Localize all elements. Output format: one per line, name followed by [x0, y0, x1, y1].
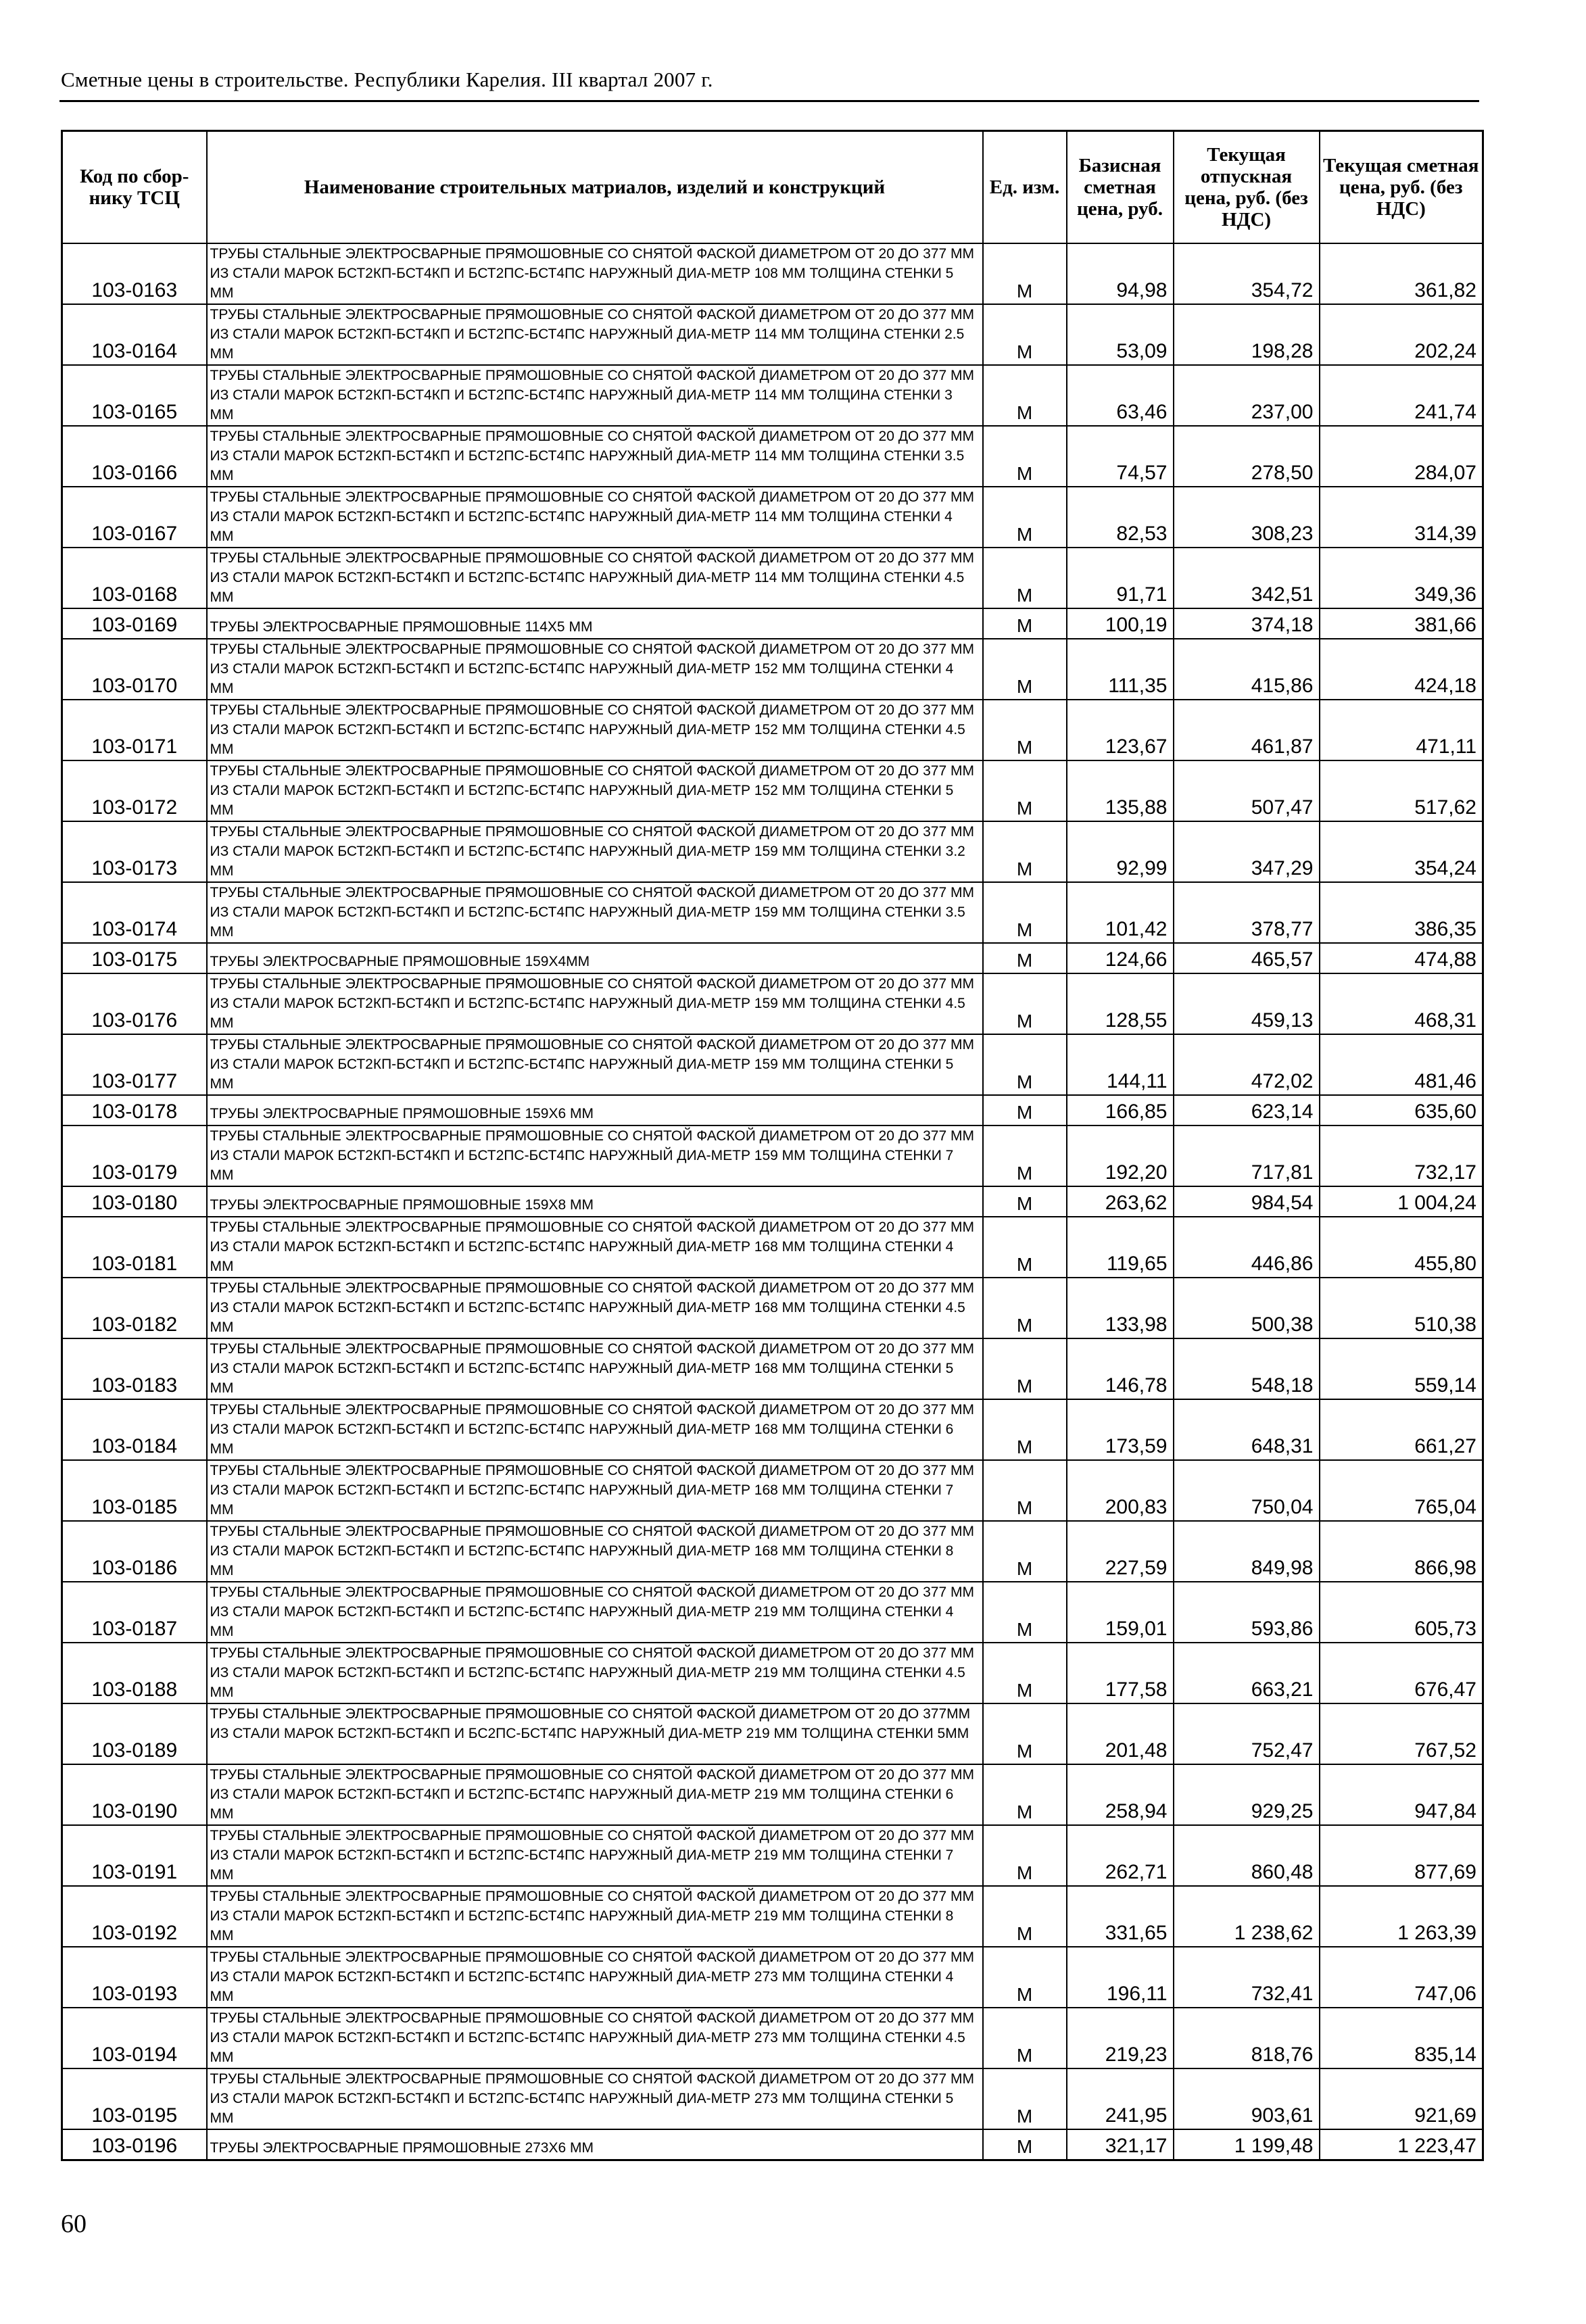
code-cell: 103-0174: [62, 882, 207, 943]
release-price-cell: 648,31: [1174, 1399, 1320, 1460]
table-row: [62, 2008, 1483, 2068]
estimate-price-cell: 765,04: [1320, 1460, 1483, 1521]
estimate-price-cell: 732,17: [1320, 1125, 1483, 1186]
release-price-cell: 860,48: [1174, 1825, 1320, 1886]
name-cell: ТРУБЫ СТАЛЬНЫЕ ЭЛЕКТРОСВАРНЫЕ ПРЯМОШОВНЫЕ СО СНЯТОЙ ФАСКОЙ ДИАМЕТРОМ ОТ 20 ДО 377 ММ ИЗ СТАЛИ МАРОК БСТ2КП-БСТ4КП И БСТ2ПС-БСТ4ПС НАРУЖНЫЙ ДИА-МЕТР 168 ММ ТОЛЩИНА СТЕНКИ 6 ММ: [207, 1399, 983, 1460]
table-row: [62, 760, 1483, 821]
table-row: [62, 1643, 1483, 1703]
release-price-cell: 732,41: [1174, 1947, 1320, 2008]
table-row: [62, 821, 1483, 882]
unit-cell: М: [983, 2068, 1067, 2129]
code-cell: 103-0180: [62, 1186, 207, 1217]
release-price-cell: 459,13: [1174, 973, 1320, 1034]
name-cell: ТРУБЫ СТАЛЬНЫЕ ЭЛЕКТРОСВАРНЫЕ ПРЯМОШОВНЫЕ СО СНЯТОЙ ФАСКОЙ ДИАМЕТРОМ ОТ 20 ДО 377 ММ ИЗ СТАЛИ МАРОК БСТ2КП-БСТ4КП И БСТ2ПС-БСТ4ПС НАРУЖНЫЙ ДИА-МЕТР 273 ММ ТОЛЩИНА СТЕНКИ 5 ММ: [207, 2068, 983, 2129]
estimate-price-cell: 468,31: [1320, 973, 1483, 1034]
unit-cell: М: [983, 608, 1067, 639]
release-price-cell: 593,86: [1174, 1582, 1320, 1643]
estimate-price-cell: 921,69: [1320, 2068, 1483, 2129]
code-cell: 103-0192: [62, 1886, 207, 1947]
release-price-cell: 308,23: [1174, 487, 1320, 548]
unit-cell: М: [983, 304, 1067, 365]
name-cell: ТРУБЫ ЭЛЕКТРОСВАРНЫЕ ПРЯМОШОВНЫЕ 159Х4ММ: [207, 943, 983, 973]
estimate-price-cell: 1 223,47: [1320, 2129, 1483, 2160]
unit-cell: М: [983, 426, 1067, 487]
base-price-cell: 321,17: [1067, 2129, 1174, 2160]
table-row: [62, 548, 1483, 608]
unit-cell: М: [983, 1034, 1067, 1095]
release-price-cell: 507,47: [1174, 760, 1320, 821]
release-price-cell: 750,04: [1174, 1460, 1320, 1521]
table-row: [62, 2129, 1483, 2160]
base-price-cell: 92,99: [1067, 821, 1174, 882]
name-cell: ТРУБЫ СТАЛЬНЫЕ ЭЛЕКТРОСВАРНЫЕ ПРЯМОШОВНЫЕ СО СНЯТОЙ ФАСКОЙ ДИАМЕТРОМ ОТ 20 ДО 377 ММ ИЗ СТАЛИ МАРОК БСТ2КП-БСТ4КП И БСТ2ПС-БСТ4ПС НАРУЖНЫЙ ДИА-МЕТР 219 ММ ТОЛЩИНА СТЕНКИ 6 ММ: [207, 1764, 983, 1825]
estimate-price-cell: 510,38: [1320, 1278, 1483, 1338]
name-cell: ТРУБЫ СТАЛЬНЫЕ ЭЛЕКТРОСВАРНЫЕ ПРЯМОШОВНЫЕ СО СНЯТОЙ ФАСКОЙ ДИАМЕТРОМ ОТ 20 ДО 377 ММ ИЗ СТАЛИ МАРОК БСТ2КП-БСТ4КП И БСТ2ПС-БСТ4ПС НАРУЖНЫЙ ДИА-МЕТР 108 ММ ТОЛЩИНА СТЕНКИ 5 ММ: [207, 243, 983, 304]
base-price-cell: 74,57: [1067, 426, 1174, 487]
estimate-price-cell: 517,62: [1320, 760, 1483, 821]
name-cell: ТРУБЫ ЭЛЕКТРОСВАРНЫЕ ПРЯМОШОВНЫЕ 114Х5 ММ: [207, 608, 983, 639]
name-cell: ТРУБЫ СТАЛЬНЫЕ ЭЛЕКТРОСВАРНЫЕ ПРЯМОШОВНЫЕ СО СНЯТОЙ ФАСКОЙ ДИАМЕТРОМ ОТ 20 ДО 377 ММ ИЗ СТАЛИ МАРОК БСТ2КП-БСТ4КП И БСТ2ПС-БСТ4ПС НАРУЖНЫЙ ДИА-МЕТР 168 ММ ТОЛЩИНА СТЕНКИ 7 ММ: [207, 1460, 983, 1521]
code-cell: 103-0187: [62, 1582, 207, 1643]
name-cell: ТРУБЫ СТАЛЬНЫЕ ЭЛЕКТРОСВАРНЫЕ ПРЯМОШОВНЫЕ СО СНЯТОЙ ФАСКОЙ ДИАМЕТРОМ ОТ 20 ДО 377ММ ИЗ СТАЛИ МАРОК БСТ2КП-БСТ4КП И БС2ПС-БСТ4ПС НАРУЖНЫЙ ДИА-МЕТР 219 ММ ТОЛЩИНА СТЕНКИ 5ММ: [207, 1703, 983, 1764]
name-cell: ТРУБЫ СТАЛЬНЫЕ ЭЛЕКТРОСВАРНЫЕ ПРЯМОШОВНЫЕ СО СНЯТОЙ ФАСКОЙ ДИАМЕТРОМ ОТ 20 ДО 377 ММ ИЗ СТАЛИ МАРОК БСТ2КП-БСТ4КП И БСТ2ПС-БСТ4ПС НАРУЖНЫЙ ДИА-МЕТР 168 ММ ТОЛЩИНА СТЕНКИ 4.5 ММ: [207, 1278, 983, 1338]
base-price-cell: 128,55: [1067, 973, 1174, 1034]
base-price-cell: 133,98: [1067, 1278, 1174, 1338]
base-price-cell: 91,71: [1067, 548, 1174, 608]
code-cell: 103-0194: [62, 2008, 207, 2068]
code-cell: 103-0179: [62, 1125, 207, 1186]
table-row: [62, 1278, 1483, 1338]
estimate-price-cell: 354,24: [1320, 821, 1483, 882]
unit-cell: М: [983, 882, 1067, 943]
estimate-price-cell: 605,73: [1320, 1582, 1483, 1643]
unit-cell: М: [983, 1825, 1067, 1886]
release-price-cell: 903,61: [1174, 2068, 1320, 2129]
release-price-cell: 663,21: [1174, 1643, 1320, 1703]
base-price-cell: 173,59: [1067, 1399, 1174, 1460]
unit-cell: М: [983, 1186, 1067, 1217]
name-cell: ТРУБЫ СТАЛЬНЫЕ ЭЛЕКТРОСВАРНЫЕ ПРЯМОШОВНЫЕ СО СНЯТОЙ ФАСКОЙ ДИАМЕТРОМ ОТ 20 ДО 377 ММ ИЗ СТАЛИ МАРОК БСТ2КП-БСТ4КП И БСТ2ПС-БСТ4ПС НАРУЖНЫЙ ДИА-МЕТР 168 ММ ТОЛЩИНА СТЕНКИ 8 ММ: [207, 1521, 983, 1582]
release-price-cell: 278,50: [1174, 426, 1320, 487]
code-cell: 103-0189: [62, 1703, 207, 1764]
name-cell: ТРУБЫ СТАЛЬНЫЕ ЭЛЕКТРОСВАРНЫЕ ПРЯМОШОВНЫЕ СО СНЯТОЙ ФАСКОЙ ДИАМЕТРОМ ОТ 20 ДО 377 ММ ИЗ СТАЛИ МАРОК БСТ2КП-БСТ4КП И БСТ2ПС-БСТ4ПС НАРУЖНЫЙ ДИА-МЕТР 219 ММ ТОЛЩИНА СТЕНКИ 4.5 ММ: [207, 1643, 983, 1703]
code-cell: 103-0166: [62, 426, 207, 487]
release-price-cell: 461,87: [1174, 700, 1320, 760]
base-price-cell: 82,53: [1067, 487, 1174, 548]
release-price-cell: 465,57: [1174, 943, 1320, 973]
estimate-price-cell: 349,36: [1320, 548, 1483, 608]
code-cell: 103-0181: [62, 1217, 207, 1278]
code-cell: 103-0170: [62, 639, 207, 700]
unit-cell: М: [983, 365, 1067, 426]
base-price-cell: 100,19: [1067, 608, 1174, 639]
release-price-cell: 342,51: [1174, 548, 1320, 608]
release-price-cell: 984,54: [1174, 1186, 1320, 1217]
base-price-cell: 53,09: [1067, 304, 1174, 365]
name-cell: ТРУБЫ СТАЛЬНЫЕ ЭЛЕКТРОСВАРНЫЕ ПРЯМОШОВНЫЕ СО СНЯТОЙ ФАСКОЙ ДИАМЕТРОМ ОТ 20 ДО 377 ММ ИЗ СТАЛИ МАРОК БСТ2КП-БСТ4КП И БСТ2ПС-БСТ4ПС НАРУЖНЫЙ ДИА-МЕТР 159 ММ ТОЛЩИНА СТЕНКИ 4.5 ММ: [207, 973, 983, 1034]
estimate-price-cell: 877,69: [1320, 1825, 1483, 1886]
estimate-price-cell: 381,66: [1320, 608, 1483, 639]
code-cell: 103-0175: [62, 943, 207, 973]
page-header: Сметные цены в строительстве. Республики Карелия. III квартал 2007 г.: [61, 68, 713, 91]
estimate-price-cell: 202,24: [1320, 304, 1483, 365]
base-price-cell: 177,58: [1067, 1643, 1174, 1703]
name-cell: ТРУБЫ СТАЛЬНЫЕ ЭЛЕКТРОСВАРНЫЕ ПРЯМОШОВНЫЕ СО СНЯТОЙ ФАСКОЙ ДИАМЕТРОМ ОТ 20 ДО 377 ММ ИЗ СТАЛИ МАРОК БСТ2КП-БСТ4КП И БСТ2ПС-БСТ4ПС НАРУЖНЫЙ ДИА-МЕТР 152 ММ ТОЛЩИНА СТЕНКИ 5 ММ: [207, 760, 983, 821]
table-row: [62, 2068, 1483, 2129]
estimate-price-cell: 661,27: [1320, 1399, 1483, 1460]
code-cell: 103-0183: [62, 1338, 207, 1399]
unit-cell: М: [983, 487, 1067, 548]
unit-cell: М: [983, 1399, 1067, 1460]
name-cell: ТРУБЫ СТАЛЬНЫЕ ЭЛЕКТРОСВАРНЫЕ ПРЯМОШОВНЫЕ СО СНЯТОЙ ФАСКОЙ ДИАМЕТРОМ ОТ 20 ДО 377 ММ ИЗ СТАЛИ МАРОК БСТ2КП-БСТ4КП И БСТ2ПС-БСТ4ПС НАРУЖНЫЙ ДИА-МЕТР 168 ММ ТОЛЩИНА СТЕНКИ 5 ММ: [207, 1338, 983, 1399]
table-row: [62, 943, 1483, 973]
table-row: [62, 1582, 1483, 1643]
base-price-cell: 331,65: [1067, 1886, 1174, 1947]
unit-cell: М: [983, 760, 1067, 821]
code-cell: 103-0182: [62, 1278, 207, 1338]
table-row: [62, 1399, 1483, 1460]
table-row: [62, 639, 1483, 700]
base-price-cell: 159,01: [1067, 1582, 1174, 1643]
code-cell: 103-0167: [62, 487, 207, 548]
estimate-price-cell: 559,14: [1320, 1338, 1483, 1399]
header-name: Наименование строительных матриалов, изделий и конструкций: [207, 131, 983, 244]
name-cell: ТРУБЫ СТАЛЬНЫЕ ЭЛЕКТРОСВАРНЫЕ ПРЯМОШОВНЫЕ СО СНЯТОЙ ФАСКОЙ ДИАМЕТРОМ ОТ 20 ДО 377 ММ ИЗ СТАЛИ МАРОК БСТ2КП-БСТ4КП И БСТ2ПС-БСТ4ПС НАРУЖНЫЙ ДИА-МЕТР 114 ММ ТОЛЩИНА СТЕНКИ 2.5 ММ: [207, 304, 983, 365]
base-price-cell: 146,78: [1067, 1338, 1174, 1399]
estimate-price-cell: 284,07: [1320, 426, 1483, 487]
release-price-cell: 929,25: [1174, 1764, 1320, 1825]
name-cell: ТРУБЫ ЭЛЕКТРОСВАРНЫЕ ПРЯМОШОВНЫЕ 159Х6 ММ: [207, 1095, 983, 1125]
base-price-cell: 201,48: [1067, 1703, 1174, 1764]
base-price-cell: 123,67: [1067, 700, 1174, 760]
release-price-cell: 347,29: [1174, 821, 1320, 882]
unit-cell: М: [983, 1947, 1067, 2008]
code-cell: 103-0193: [62, 1947, 207, 2008]
code-cell: 103-0164: [62, 304, 207, 365]
estimate-price-cell: 835,14: [1320, 2008, 1483, 2068]
base-price-cell: 192,20: [1067, 1125, 1174, 1186]
estimate-price-cell: 1 263,39: [1320, 1886, 1483, 1947]
code-cell: 103-0176: [62, 973, 207, 1034]
code-cell: 103-0191: [62, 1825, 207, 1886]
name-cell: ТРУБЫ СТАЛЬНЫЕ ЭЛЕКТРОСВАРНЫЕ ПРЯМОШОВНЫЕ СО СНЯТОЙ ФАСКОЙ ДИАМЕТРОМ ОТ 20 ДО 377 ММ ИЗ СТАЛИ МАРОК БСТ2КП-БСТ4КП И БСТ2ПС-БСТ4ПС НАРУЖНЫЙ ДИА-МЕТР 159 ММ ТОЛЩИНА СТЕНКИ 5 ММ: [207, 1034, 983, 1095]
code-cell: 103-0165: [62, 365, 207, 426]
code-cell: 103-0163: [62, 243, 207, 304]
header-release-price: Текущая отпускная цена, руб. (без НДС): [1174, 131, 1320, 244]
code-cell: 103-0178: [62, 1095, 207, 1125]
table-row: [62, 608, 1483, 639]
name-cell: ТРУБЫ СТАЛЬНЫЕ ЭЛЕКТРОСВАРНЫЕ ПРЯМОШОВНЫЕ СО СНЯТОЙ ФАСКОЙ ДИАМЕТРОМ ОТ 20 ДО 377 ММ ИЗ СТАЛИ МАРОК БСТ2КП-БСТ4КП И БСТ2ПС-БСТ4ПС НАРУЖНЫЙ ДИА-МЕТР 219 ММ ТОЛЩИНА СТЕНКИ 7 ММ: [207, 1825, 983, 1886]
table-body: [62, 243, 1483, 2160]
estimate-price-cell: 361,82: [1320, 243, 1483, 304]
unit-cell: М: [983, 1217, 1067, 1278]
release-price-cell: 374,18: [1174, 608, 1320, 639]
name-cell: ТРУБЫ ЭЛЕКТРОСВАРНЫЕ ПРЯМОШОВНЫЕ 159Х8 ММ: [207, 1186, 983, 1217]
code-cell: 103-0171: [62, 700, 207, 760]
base-price-cell: 63,46: [1067, 365, 1174, 426]
release-price-cell: 548,18: [1174, 1338, 1320, 1399]
unit-cell: М: [983, 1643, 1067, 1703]
estimate-price-cell: 481,46: [1320, 1034, 1483, 1095]
release-price-cell: 378,77: [1174, 882, 1320, 943]
name-cell: ТРУБЫ СТАЛЬНЫЕ ЭЛЕКТРОСВАРНЫЕ ПРЯМОШОВНЫЕ СО СНЯТОЙ ФАСКОЙ ДИАМЕТРОМ ОТ 20 ДО 377 ММ ИЗ СТАЛИ МАРОК БСТ2КП-БСТ4КП И БСТ2ПС-БСТ4ПС НАРУЖНЫЙ ДИА-МЕТР 114 ММ ТОЛЩИНА СТЕНКИ 3.5 ММ: [207, 426, 983, 487]
code-cell: 103-0184: [62, 1399, 207, 1460]
name-cell: ТРУБЫ СТАЛЬНЫЕ ЭЛЕКТРОСВАРНЫЕ ПРЯМОШОВНЫЕ СО СНЯТОЙ ФАСКОЙ ДИАМЕТРОМ ОТ 20 ДО 377 ММ ИЗ СТАЛИ МАРОК БСТ2КП-БСТ4КП И БСТ2ПС-БСТ4ПС НАРУЖНЫЙ ДИА-МЕТР 159 ММ ТОЛЩИНА СТЕНКИ 7 ММ: [207, 1125, 983, 1186]
name-cell: ТРУБЫ СТАЛЬНЫЕ ЭЛЕКТРОСВАРНЫЕ ПРЯМОШОВНЫЕ СО СНЯТОЙ ФАСКОЙ ДИАМЕТРОМ ОТ 20 ДО 377 ММ ИЗ СТАЛИ МАРОК БСТ2КП-БСТ4КП И БСТ2ПС-БСТ4ПС НАРУЖНЫЙ ДИА-МЕТР 114 ММ ТОЛЩИНА СТЕНКИ 4.5 ММ: [207, 548, 983, 608]
code-cell: 103-0185: [62, 1460, 207, 1521]
table-row: [62, 426, 1483, 487]
unit-cell: М: [983, 1338, 1067, 1399]
base-price-cell: 262,71: [1067, 1825, 1174, 1886]
unit-cell: М: [983, 548, 1067, 608]
table-row: [62, 243, 1483, 304]
unit-cell: М: [983, 1460, 1067, 1521]
table-row: [62, 1886, 1483, 1947]
code-cell: 103-0188: [62, 1643, 207, 1703]
release-price-cell: 446,86: [1174, 1217, 1320, 1278]
base-price-cell: 200,83: [1067, 1460, 1174, 1521]
code-cell: 103-0173: [62, 821, 207, 882]
table-row: [62, 1703, 1483, 1764]
name-cell: ТРУБЫ СТАЛЬНЫЕ ЭЛЕКТРОСВАРНЫЕ ПРЯМОШОВНЫЕ СО СНЯТОЙ ФАСКОЙ ДИАМЕТРОМ ОТ 20 ДО 377 ММ ИЗ СТАЛИ МАРОК БСТ2КП-БСТ4КП И БСТ2ПС-БСТ4ПС НАРУЖНЫЙ ДИА-МЕТР 159 ММ ТОЛЩИНА СТЕНКИ 3.5 ММ: [207, 882, 983, 943]
table-row: [62, 1034, 1483, 1095]
name-cell: ТРУБЫ СТАЛЬНЫЕ ЭЛЕКТРОСВАРНЫЕ ПРЯМОШОВНЫЕ СО СНЯТОЙ ФАСКОЙ ДИАМЕТРОМ ОТ 20 ДО 377 ММ ИЗ СТАЛИ МАРОК БСТ2КП-БСТ4КП И БСТ2ПС-БСТ4ПС НАРУЖНЫЙ ДИА-МЕТР 159 ММ ТОЛЩИНА СТЕНКИ 3.2 ММ: [207, 821, 983, 882]
unit-cell: М: [983, 1703, 1067, 1764]
price-table: [61, 130, 1484, 2161]
code-cell: 103-0190: [62, 1764, 207, 1825]
base-price-cell: 227,59: [1067, 1521, 1174, 1582]
base-price-cell: 119,65: [1067, 1217, 1174, 1278]
estimate-price-cell: 676,47: [1320, 1643, 1483, 1703]
name-cell: ТРУБЫ ЭЛЕКТРОСВАРНЫЕ ПРЯМОШОВНЫЕ 273Х6 ММ: [207, 2129, 983, 2160]
estimate-price-cell: 947,84: [1320, 1764, 1483, 1825]
code-cell: 103-0172: [62, 760, 207, 821]
estimate-price-cell: 635,60: [1320, 1095, 1483, 1125]
table-row: [62, 1217, 1483, 1278]
base-price-cell: 241,95: [1067, 2068, 1174, 2129]
table-row: [62, 1338, 1483, 1399]
table-header-row: [62, 131, 1483, 244]
code-cell: 103-0168: [62, 548, 207, 608]
base-price-cell: 258,94: [1067, 1764, 1174, 1825]
name-cell: ТРУБЫ СТАЛЬНЫЕ ЭЛЕКТРОСВАРНЫЕ ПРЯМОШОВНЫЕ СО СНЯТОЙ ФАСКОЙ ДИАМЕТРОМ ОТ 20 ДО 377 ММ ИЗ СТАЛИ МАРОК БСТ2КП-БСТ4КП И БСТ2ПС-БСТ4ПС НАРУЖНЫЙ ДИА-МЕТР 152 ММ ТОЛЩИНА СТЕНКИ 4 ММ: [207, 639, 983, 700]
estimate-price-cell: 471,11: [1320, 700, 1483, 760]
release-price-cell: 849,98: [1174, 1521, 1320, 1582]
unit-cell: М: [983, 821, 1067, 882]
release-price-cell: 717,81: [1174, 1125, 1320, 1186]
name-cell: ТРУБЫ СТАЛЬНЫЕ ЭЛЕКТРОСВАРНЫЕ ПРЯМОШОВНЫЕ СО СНЯТОЙ ФАСКОЙ ДИАМЕТРОМ ОТ 20 ДО 377 ММ ИЗ СТАЛИ МАРОК БСТ2КП-БСТ4КП И БСТ2ПС-БСТ4ПС НАРУЖНЫЙ ДИА-МЕТР 152 ММ ТОЛЩИНА СТЕНКИ 4.5 ММ: [207, 700, 983, 760]
unit-cell: М: [983, 243, 1067, 304]
estimate-price-cell: 241,74: [1320, 365, 1483, 426]
unit-cell: М: [983, 973, 1067, 1034]
table-row: [62, 1186, 1483, 1217]
base-price-cell: 263,62: [1067, 1186, 1174, 1217]
code-cell: 103-0186: [62, 1521, 207, 1582]
header-code: Код по сбор-нику ТСЦ: [62, 131, 207, 244]
table-row: [62, 304, 1483, 365]
release-price-cell: 415,86: [1174, 639, 1320, 700]
base-price-cell: 166,85: [1067, 1095, 1174, 1125]
estimate-price-cell: 386,35: [1320, 882, 1483, 943]
release-price-cell: 1 238,62: [1174, 1886, 1320, 1947]
base-price-cell: 196,11: [1067, 1947, 1174, 2008]
unit-cell: М: [983, 1521, 1067, 1582]
release-price-cell: 354,72: [1174, 243, 1320, 304]
name-cell: ТРУБЫ СТАЛЬНЫЕ ЭЛЕКТРОСВАРНЫЕ ПРЯМОШОВНЫЕ СО СНЯТОЙ ФАСКОЙ ДИАМЕТРОМ ОТ 20 ДО 377 ММ ИЗ СТАЛИ МАРОК БСТ2КП-БСТ4КП И БСТ2ПС-БСТ4ПС НАРУЖНЫЙ ДИА-МЕТР 114 ММ ТОЛЩИНА СТЕНКИ 3 ММ: [207, 365, 983, 426]
code-cell: 103-0169: [62, 608, 207, 639]
base-price-cell: 135,88: [1067, 760, 1174, 821]
table-row: [62, 973, 1483, 1034]
unit-cell: М: [983, 1582, 1067, 1643]
header-unit: Ед. изм.: [983, 131, 1067, 244]
table-row: [62, 365, 1483, 426]
estimate-price-cell: 1 004,24: [1320, 1186, 1483, 1217]
base-price-cell: 219,23: [1067, 2008, 1174, 2068]
release-price-cell: 237,00: [1174, 365, 1320, 426]
base-price-cell: 101,42: [1067, 882, 1174, 943]
unit-cell: М: [983, 1764, 1067, 1825]
unit-cell: М: [983, 2008, 1067, 2068]
estimate-price-cell: 455,80: [1320, 1217, 1483, 1278]
name-cell: ТРУБЫ СТАЛЬНЫЕ ЭЛЕКТРОСВАРНЫЕ ПРЯМОШОВНЫЕ СО СНЯТОЙ ФАСКОЙ ДИАМЕТРОМ ОТ 20 ДО 377 ММ ИЗ СТАЛИ МАРОК БСТ2КП-БСТ4КП И БСТ2ПС-БСТ4ПС НАРУЖНЫЙ ДИА-МЕТР 114 ММ ТОЛЩИНА СТЕНКИ 4 ММ: [207, 487, 983, 548]
header-base-price: Базисная сметная цена, руб.: [1067, 131, 1174, 244]
code-cell: 103-0195: [62, 2068, 207, 2129]
name-cell: ТРУБЫ СТАЛЬНЫЕ ЭЛЕКТРОСВАРНЫЕ ПРЯМОШОВНЫЕ СО СНЯТОЙ ФАСКОЙ ДИАМЕТРОМ ОТ 20 ДО 377 ММ ИЗ СТАЛИ МАРОК БСТ2КП-БСТ4КП И БСТ2ПС-БСТ4ПС НАРУЖНЫЙ ДИА-МЕТР 168 ММ ТОЛЩИНА СТЕНКИ 4 ММ: [207, 1217, 983, 1278]
code-cell: 103-0196: [62, 2129, 207, 2160]
release-price-cell: 752,47: [1174, 1703, 1320, 1764]
release-price-cell: 472,02: [1174, 1034, 1320, 1095]
unit-cell: М: [983, 639, 1067, 700]
estimate-price-cell: 314,39: [1320, 487, 1483, 548]
header-estimate-price: Текущая сметная цена, руб. (без НДС): [1320, 131, 1483, 244]
base-price-cell: 94,98: [1067, 243, 1174, 304]
estimate-price-cell: 474,88: [1320, 943, 1483, 973]
release-price-cell: 198,28: [1174, 304, 1320, 365]
estimate-price-cell: 424,18: [1320, 639, 1483, 700]
base-price-cell: 124,66: [1067, 943, 1174, 973]
unit-cell: М: [983, 700, 1067, 760]
table-row: [62, 1095, 1483, 1125]
table-row: [62, 1764, 1483, 1825]
name-cell: ТРУБЫ СТАЛЬНЫЕ ЭЛЕКТРОСВАРНЫЕ ПРЯМОШОВНЫЕ СО СНЯТОЙ ФАСКОЙ ДИАМЕТРОМ ОТ 20 ДО 377 ММ ИЗ СТАЛИ МАРОК БСТ2КП-БСТ4КП И БСТ2ПС-БСТ4ПС НАРУЖНЫЙ ДИА-МЕТР 273 ММ ТОЛЩИНА СТЕНКИ 4 ММ: [207, 1947, 983, 2008]
code-cell: 103-0177: [62, 1034, 207, 1095]
header-divider: [59, 100, 1479, 102]
unit-cell: М: [983, 1886, 1067, 1947]
table-row: [62, 1521, 1483, 1582]
estimate-price-cell: 767,52: [1320, 1703, 1483, 1764]
unit-cell: М: [983, 943, 1067, 973]
page-number: 60: [61, 2210, 87, 2238]
table-row: [62, 1125, 1483, 1186]
release-price-cell: 623,14: [1174, 1095, 1320, 1125]
estimate-price-cell: 866,98: [1320, 1521, 1483, 1582]
table-row: [62, 1460, 1483, 1521]
base-price-cell: 111,35: [1067, 639, 1174, 700]
unit-cell: М: [983, 2129, 1067, 2160]
unit-cell: М: [983, 1125, 1067, 1186]
name-cell: ТРУБЫ СТАЛЬНЫЕ ЭЛЕКТРОСВАРНЫЕ ПРЯМОШОВНЫЕ СО СНЯТОЙ ФАСКОЙ ДИАМЕТРОМ ОТ 20 ДО 377 ММ ИЗ СТАЛИ МАРОК БСТ2КП-БСТ4КП И БСТ2ПС-БСТ4ПС НАРУЖНЫЙ ДИА-МЕТР 273 ММ ТОЛЩИНА СТЕНКИ 4.5 ММ: [207, 2008, 983, 2068]
estimate-price-cell: 747,06: [1320, 1947, 1483, 2008]
table-row: [62, 1825, 1483, 1886]
table-row: [62, 882, 1483, 943]
release-price-cell: 1 199,48: [1174, 2129, 1320, 2160]
unit-cell: М: [983, 1278, 1067, 1338]
table-row: [62, 700, 1483, 760]
base-price-cell: 144,11: [1067, 1034, 1174, 1095]
release-price-cell: 500,38: [1174, 1278, 1320, 1338]
name-cell: ТРУБЫ СТАЛЬНЫЕ ЭЛЕКТРОСВАРНЫЕ ПРЯМОШОВНЫЕ СО СНЯТОЙ ФАСКОЙ ДИАМЕТРОМ ОТ 20 ДО 377 ММ ИЗ СТАЛИ МАРОК БСТ2КП-БСТ4КП И БСТ2ПС-БСТ4ПС НАРУЖНЫЙ ДИА-МЕТР 219 ММ ТОЛЩИНА СТЕНКИ 4 ММ: [207, 1582, 983, 1643]
table-row: [62, 1947, 1483, 2008]
table-row: [62, 487, 1483, 548]
unit-cell: М: [983, 1095, 1067, 1125]
name-cell: ТРУБЫ СТАЛЬНЫЕ ЭЛЕКТРОСВАРНЫЕ ПРЯМОШОВНЫЕ СО СНЯТОЙ ФАСКОЙ ДИАМЕТРОМ ОТ 20 ДО 377 ММ ИЗ СТАЛИ МАРОК БСТ2КП-БСТ4КП И БСТ2ПС-БСТ4ПС НАРУЖНЫЙ ДИА-МЕТР 219 ММ ТОЛЩИНА СТЕНКИ 8 ММ: [207, 1886, 983, 1947]
release-price-cell: 818,76: [1174, 2008, 1320, 2068]
